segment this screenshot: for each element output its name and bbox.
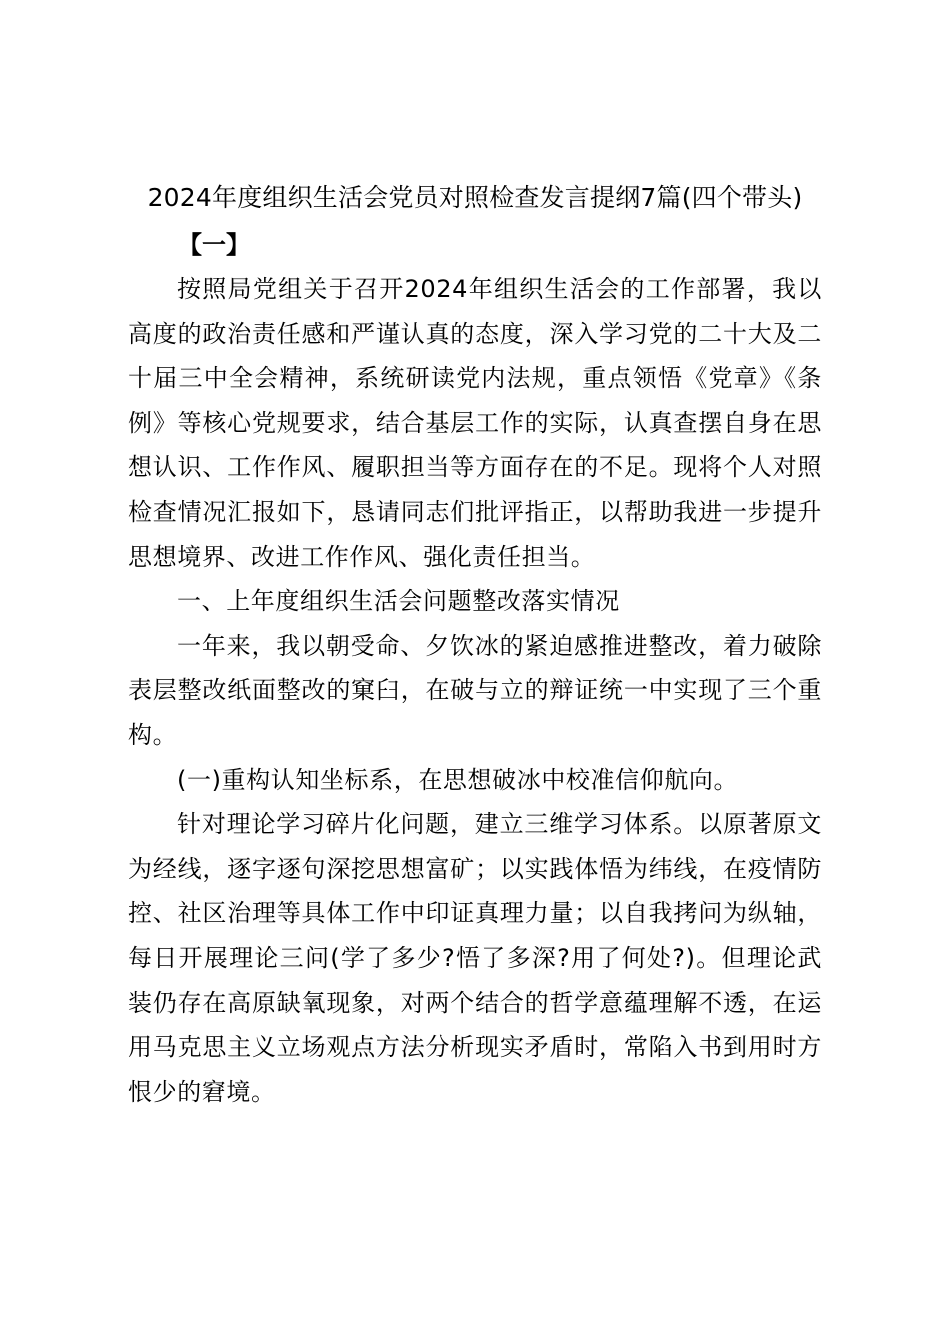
document-body: [128, 175, 822, 1114]
paragraph-rectification-summary: 一年来，我以朝受命、夕饮冰的紧迫感推进整改，着力破除表层整改纸面整改的窠臼，在破与立的辩证统一中实现了三个重构。: [128, 631, 822, 749]
heading-section-one: 一、上年度组织生活会问题整改落实情况: [177, 587, 620, 616]
paragraph-study-system: 针对理论学习碎片化问题，建立三维学习体系。以原著原文为经线，逐字逐句深挖思想富矿；以实践体悟为纬线，在疫情防控、社区治理等具体工作中印证真理力量；以自我拷问为纵轴，每日开展理论三问(学了多少?悟了多深?用了何处?)。但理论武装仍存在高原缺氧现象，对两个结合的哲学意蕴理解不透，在运用马克思主义立场观点方法分析现实矛盾时，常陷入书到用时方恨少的窘境。: [128, 810, 822, 1106]
paragraph-intro: 按照局党组关于召开2024年组织生活会的工作部署，我以高度的政治责任感和严谨认真的态度，深入学习党的二十大及二十届三中全会精神，系统研读党内法规，重点领悟《党章》《条例》等核心党规要求，结合基层工作的实际，认真查摆自身在思想认识、工作作风、履职担当等方面存在的不足。现将个人对照检查情况汇报如下，恳请同志们批评指正，以帮助我进一步提升思想境界、改进工作作风、强化责任担当。: [128, 275, 822, 571]
section-marker: 【一】: [178, 231, 250, 259]
subheading-one: (一)重构认知坐标系，在思想破冰中校准信仰航向。: [177, 765, 739, 794]
document-title: 2024年度组织生活会党员对照检查发言提纲7篇(四个带头): [147, 183, 803, 212]
